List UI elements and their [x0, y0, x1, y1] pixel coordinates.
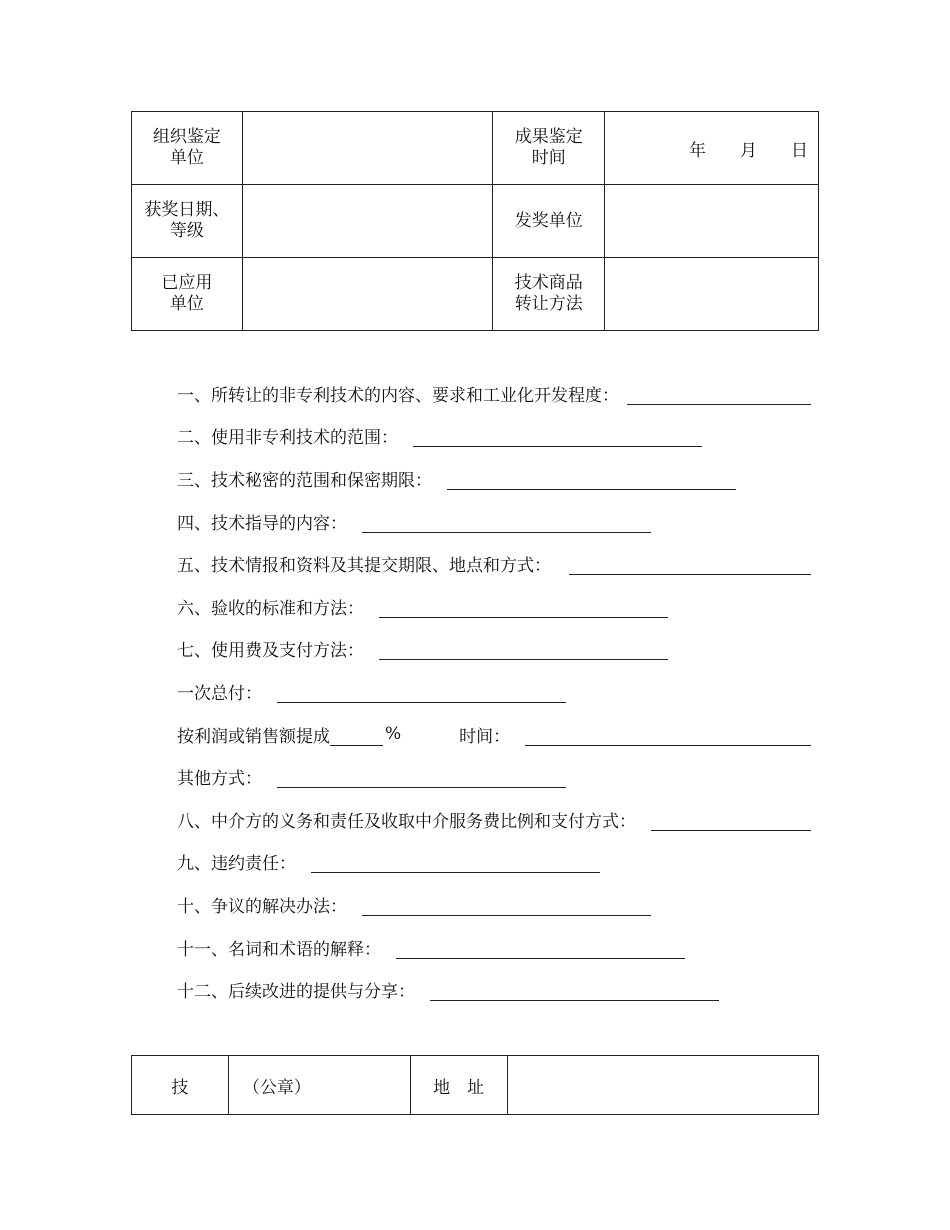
- appraisal-time-label: [493, 112, 605, 185]
- clause-12-label: 十二、后续改进的提供与分享：: [177, 982, 415, 1003]
- clause-2-blank[interactable]: [413, 432, 702, 447]
- clause-6: [177, 585, 811, 628]
- clause-5-blank[interactable]: [569, 560, 811, 575]
- clause-3-blank[interactable]: [447, 475, 736, 490]
- clause-5-label: 五、技术情报和资料及其提交期限、地点和方式：: [177, 556, 551, 577]
- address-label: 地 址: [410, 1056, 507, 1115]
- lump-sum-blank[interactable]: [277, 688, 566, 703]
- clause-2-label: 二、使用非专利技术的范围：: [177, 428, 398, 449]
- award-date-level-field[interactable]: [242, 185, 493, 258]
- clause-8: [177, 798, 811, 841]
- org-appraisal-unit-line1: 组织鉴定: [152, 127, 221, 147]
- clause-7-label: 七、使用费及支付方法：: [177, 641, 364, 662]
- org-appraisal-unit-field[interactable]: [242, 112, 493, 185]
- transfer-method-label: [493, 258, 605, 331]
- clause-10: [177, 883, 811, 926]
- transfer-method-field[interactable]: [605, 258, 819, 331]
- clause-9-blank[interactable]: [311, 858, 600, 873]
- other-method-label: 其他方式：: [177, 769, 262, 790]
- other-method-blank[interactable]: [277, 773, 566, 788]
- clause-1-blank[interactable]: [627, 390, 811, 405]
- official-seal-cell[interactable]: （公章）: [228, 1056, 410, 1115]
- signature-table: [131, 1055, 819, 1115]
- table-row: [132, 112, 819, 185]
- lump-sum-line: [177, 670, 811, 713]
- clause-5: [177, 542, 811, 585]
- clause-2: [177, 415, 811, 458]
- award-date-level-line1: 获奖日期、: [144, 200, 230, 220]
- appraisal-time-line1: 成果鉴定: [514, 127, 583, 147]
- lump-sum-label: 一次总付：: [177, 683, 262, 704]
- clause-3: [177, 457, 811, 500]
- applied-unit-line2: 单位: [169, 294, 204, 314]
- table-row: [132, 1056, 819, 1115]
- applied-unit-line1: 已应用: [161, 273, 213, 293]
- achievement-info-table: [131, 111, 819, 331]
- transfer-method-line2: 转让方法: [514, 294, 583, 314]
- org-appraisal-unit-line2: 单位: [169, 148, 204, 168]
- clause-7-blank[interactable]: [379, 645, 668, 660]
- clause-11: [177, 926, 811, 969]
- applied-unit-field[interactable]: [242, 258, 493, 331]
- clause-4-label: 四、技术指导的内容：: [177, 513, 347, 534]
- royalty-line: [177, 713, 811, 756]
- other-method-line: [177, 755, 811, 798]
- percent-sign: %: [385, 724, 402, 745]
- clause-9-label: 九、违约责任：: [177, 854, 296, 875]
- clause-11-blank[interactable]: [396, 944, 685, 959]
- awarding-unit-field[interactable]: [605, 185, 819, 258]
- appraisal-time-line2: 时间: [531, 148, 566, 168]
- appraisal-time-field[interactable]: 年 月 日: [605, 112, 819, 185]
- royalty-percent-blank[interactable]: [330, 731, 383, 746]
- clause-12: [177, 968, 811, 1011]
- clause-10-blank[interactable]: [362, 901, 651, 916]
- clause-4: [177, 500, 811, 543]
- clause-8-label: 八、中介方的义务和责任及收取中介服务费比例和支付方式：: [177, 811, 636, 832]
- table-row: [132, 258, 819, 331]
- royalty-time-blank[interactable]: [525, 731, 811, 746]
- clause-7: [177, 628, 811, 671]
- royalty-time-label: 时间：: [459, 726, 511, 747]
- clause-8-blank[interactable]: [651, 816, 811, 831]
- clause-10-label: 十、争议的解决办法：: [177, 896, 347, 917]
- clause-12-blank[interactable]: [430, 986, 719, 1001]
- clause-11-label: 十一、名词和术语的解释：: [177, 939, 381, 960]
- address-field[interactable]: [507, 1056, 818, 1115]
- applied-unit-label: [132, 258, 243, 331]
- clause-6-label: 六、验收的标准和方法：: [177, 598, 364, 619]
- table-row: [132, 185, 819, 258]
- party-label: 技: [132, 1056, 229, 1115]
- clause-6-blank[interactable]: [379, 603, 668, 618]
- clause-1: [177, 372, 811, 415]
- transfer-method-line1: 技术商品: [514, 273, 583, 293]
- org-appraisal-unit-label: [132, 112, 243, 185]
- contract-clauses: [177, 372, 811, 1011]
- clause-9: [177, 841, 811, 884]
- clause-1-label: 一、所转让的非专利技术的内容、要求和工业化开发程度：: [177, 385, 619, 406]
- royalty-label: 按利润或销售额提成: [177, 726, 330, 747]
- award-date-level-line2: 等级: [169, 221, 204, 241]
- clause-4-blank[interactable]: [362, 518, 651, 533]
- awarding-unit-label: 发奖单位: [493, 185, 605, 258]
- clause-3-label: 三、技术秘密的范围和保密期限：: [177, 470, 432, 491]
- award-date-level-label: [132, 185, 243, 258]
